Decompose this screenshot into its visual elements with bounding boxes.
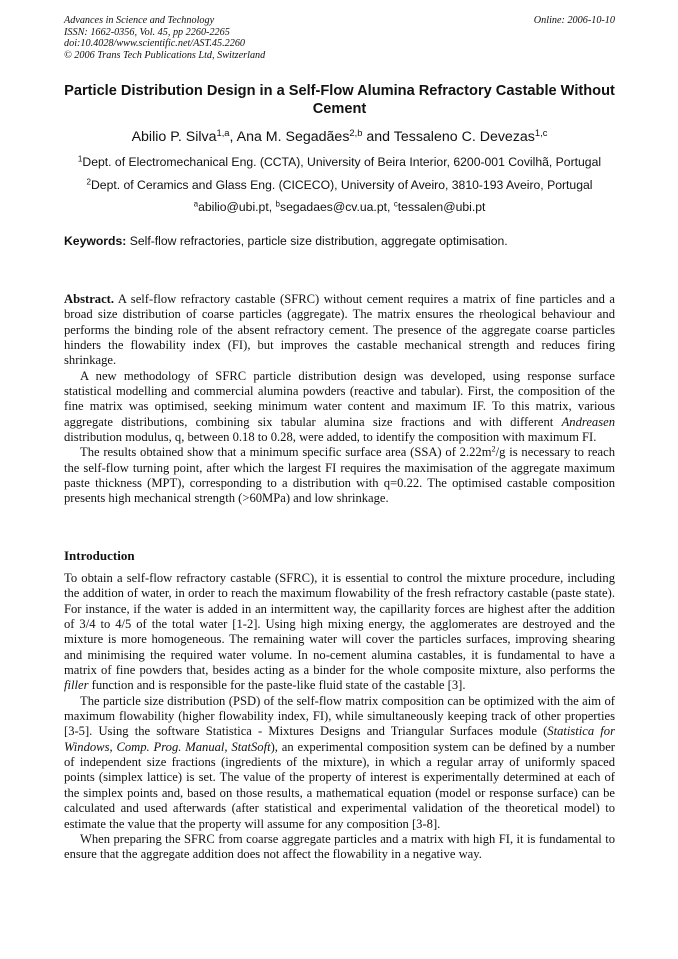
affiliation-text: Dept. of Ceramics and Glass Eng. (CICECO), University of Aveiro, 3810-193 Aveiro, Portugal xyxy=(90,178,593,192)
keywords xyxy=(64,234,615,249)
abstract-paragraph-2 xyxy=(64,369,615,446)
email-mark: b xyxy=(275,199,280,209)
abstract-paragraph-3 xyxy=(64,445,615,506)
affiliation-mark: 1 xyxy=(77,154,83,164)
keywords-text: Self-flow refractories, particle size distribution, aggregate optimisation. xyxy=(126,234,508,248)
abstract-label: Abstract. xyxy=(64,292,115,306)
author-affiliation-mark: 1,c xyxy=(534,127,548,138)
abstract-text: /g is necessary to reach the self-flow turning point, after which the largest FI requires the maximisation of the aggregate maximum paste thickness (MPT), corresponding to a distribution with q=0.22. The optimised castable composition presents high mechanical strength (>60MPa) and low shrinkage. xyxy=(64,445,615,506)
intro-paragraph-3: When preparing the SFRC from coarse aggregate particles and a matrix with high FI, it is fundamental to ensure that the aggregate addition does not affect the flowability in a negative way. xyxy=(64,831,615,862)
email-mark: c xyxy=(393,199,398,209)
author-affiliation-mark: 1,a xyxy=(216,127,230,138)
copyright-line: © 2006 Trans Tech Publications Ltd, Switzerland xyxy=(64,49,266,61)
author-affiliation-mark: 2,b xyxy=(349,127,363,138)
intro-italic-term: Statistica for Windows, Comp. Prog. Manual, StatSoft xyxy=(64,724,615,754)
author-separator: and xyxy=(362,129,394,145)
abstract-text: A new methodology of SFRC particle distribution design was developed, using response surface statistical modelling and commercial alumina powders (reactive and tabular). First, the composition of the fine matrix was optimised, seeking minimum water content and maximum IF. To this matrix, various aggregate distributions, combining six tabular alumina size fractions and with different xyxy=(64,368,615,429)
author-name: Tessaleno C. Devezas xyxy=(393,129,535,145)
abstract-text: distribution modulus, q, between 0.18 to 0.28, were added, to identify the composition with maximum FI. xyxy=(64,430,597,445)
intro-text: function and is responsible for the paste-like fluid state of the castable [3]. xyxy=(88,678,466,693)
abstract-text: A self-flow refractory castable (SFRC) without cement requires a matrix of fine particles and a broad size distribution of coarse particles (aggregate). The matrix ensures the rheological behaviour and performs the binding role of the absent refractory cement. The presence of the aggregate coarse particles hinders the flowability index (FI), but improves the castable mechanical strength and reduces firing shrinkage. xyxy=(64,292,615,368)
affiliation-2 xyxy=(64,178,615,193)
section-heading-introduction: Introduction xyxy=(64,548,135,563)
journal-name: Advances in Science and Technology xyxy=(64,15,215,26)
abstract-text: The results obtained show that a minimum specific surface area (SSA) of 2.22m xyxy=(80,445,492,460)
email-link[interactable]: abilio@ubi.pt, xyxy=(198,200,276,214)
email-list xyxy=(64,200,615,215)
email-mark: a xyxy=(193,199,199,209)
intro-paragraph-1 xyxy=(64,571,615,694)
affiliation-text: Dept. of Electromechanical Eng. (CCTA), University of Beira Interior, 6200-001 Covilhã, Portugal xyxy=(82,155,602,169)
abstract-italic-term: Andreasen xyxy=(561,414,615,429)
journal-header xyxy=(64,15,615,61)
introduction-section xyxy=(64,571,615,863)
affiliation-mark: 2 xyxy=(86,177,91,187)
intro-italic-term: filler xyxy=(64,678,89,693)
abstract-paragraph-1 xyxy=(64,292,615,369)
abstract-section xyxy=(64,292,615,507)
intro-paragraph-2 xyxy=(64,694,615,832)
author-separator: , xyxy=(229,129,237,145)
intro-text: ), an experimental composition system can be defined by a number of independent size fractions (ingredients of the mixture), in which a regular array of uniformly spaced points (simplex lattice) is set. The value of the property of interest is experimentally determined at each of the simplex points and, based on those results, a mathematical equation (model or response surface) can be calculated and used afterwards (after statistical and experimental validation of the theoretical model) to estimate the value that the property will assume for any composition [3-8]. xyxy=(64,739,615,831)
keywords-label: Keywords: xyxy=(64,234,127,248)
affiliation-1 xyxy=(64,155,615,170)
intro-text: The particle size distribution (PSD) of the self-flow matrix composition can be optimized with the aim of maximum flowability (higher flowability index, FI), while simultaneously keeping track of other properties [3-5]. Using the software Statistica - Mixtures Designs and Triangular Surfaces module ( xyxy=(64,693,615,739)
email-link[interactable]: segadaes@cv.ua.pt, xyxy=(279,200,394,214)
paper-title: Particle Distribution Design in a Self-Flow Alumina Refractory Castable Without Cement xyxy=(64,83,615,117)
author-name: Ana M. Segadães xyxy=(236,129,350,145)
doi-line: doi:10.4028/www.scientific.net/AST.45.2260 xyxy=(64,38,246,50)
author-name: Abilio P. Silva xyxy=(131,129,217,145)
online-date: Online: 2006-10-10 xyxy=(533,15,615,26)
author-list xyxy=(64,128,615,146)
issn-line: ISSN: 1662-0356, Vol. 45, pp 2260-2265 xyxy=(64,26,230,38)
abstract-superscript: 2 xyxy=(491,444,496,454)
intro-text: To obtain a self-flow refractory castable (SFRC), it is essential to control the mixture procedure, including the addition of water, in order to reach the maximum flowability of the fresh refractory castable (paste state). For instance, if the water is added in an intermittent way, the capillarity forces are highest after the addition of 3/4 to 4/5 of the total water [1-2]. Using high mixing energy, the agglomerates are destroyed and the mixture is more homogeneous. The remaining water will cover the particles surfaces, improving shearing and minimising the required water volume. In no-cement alumina castables, it is fundamental to have a matrix of fine powders that, besides acting as a binder for the whole composite mixture, also performs the xyxy=(64,571,615,678)
email-link[interactable]: tessalen@ubi.pt xyxy=(397,200,486,214)
